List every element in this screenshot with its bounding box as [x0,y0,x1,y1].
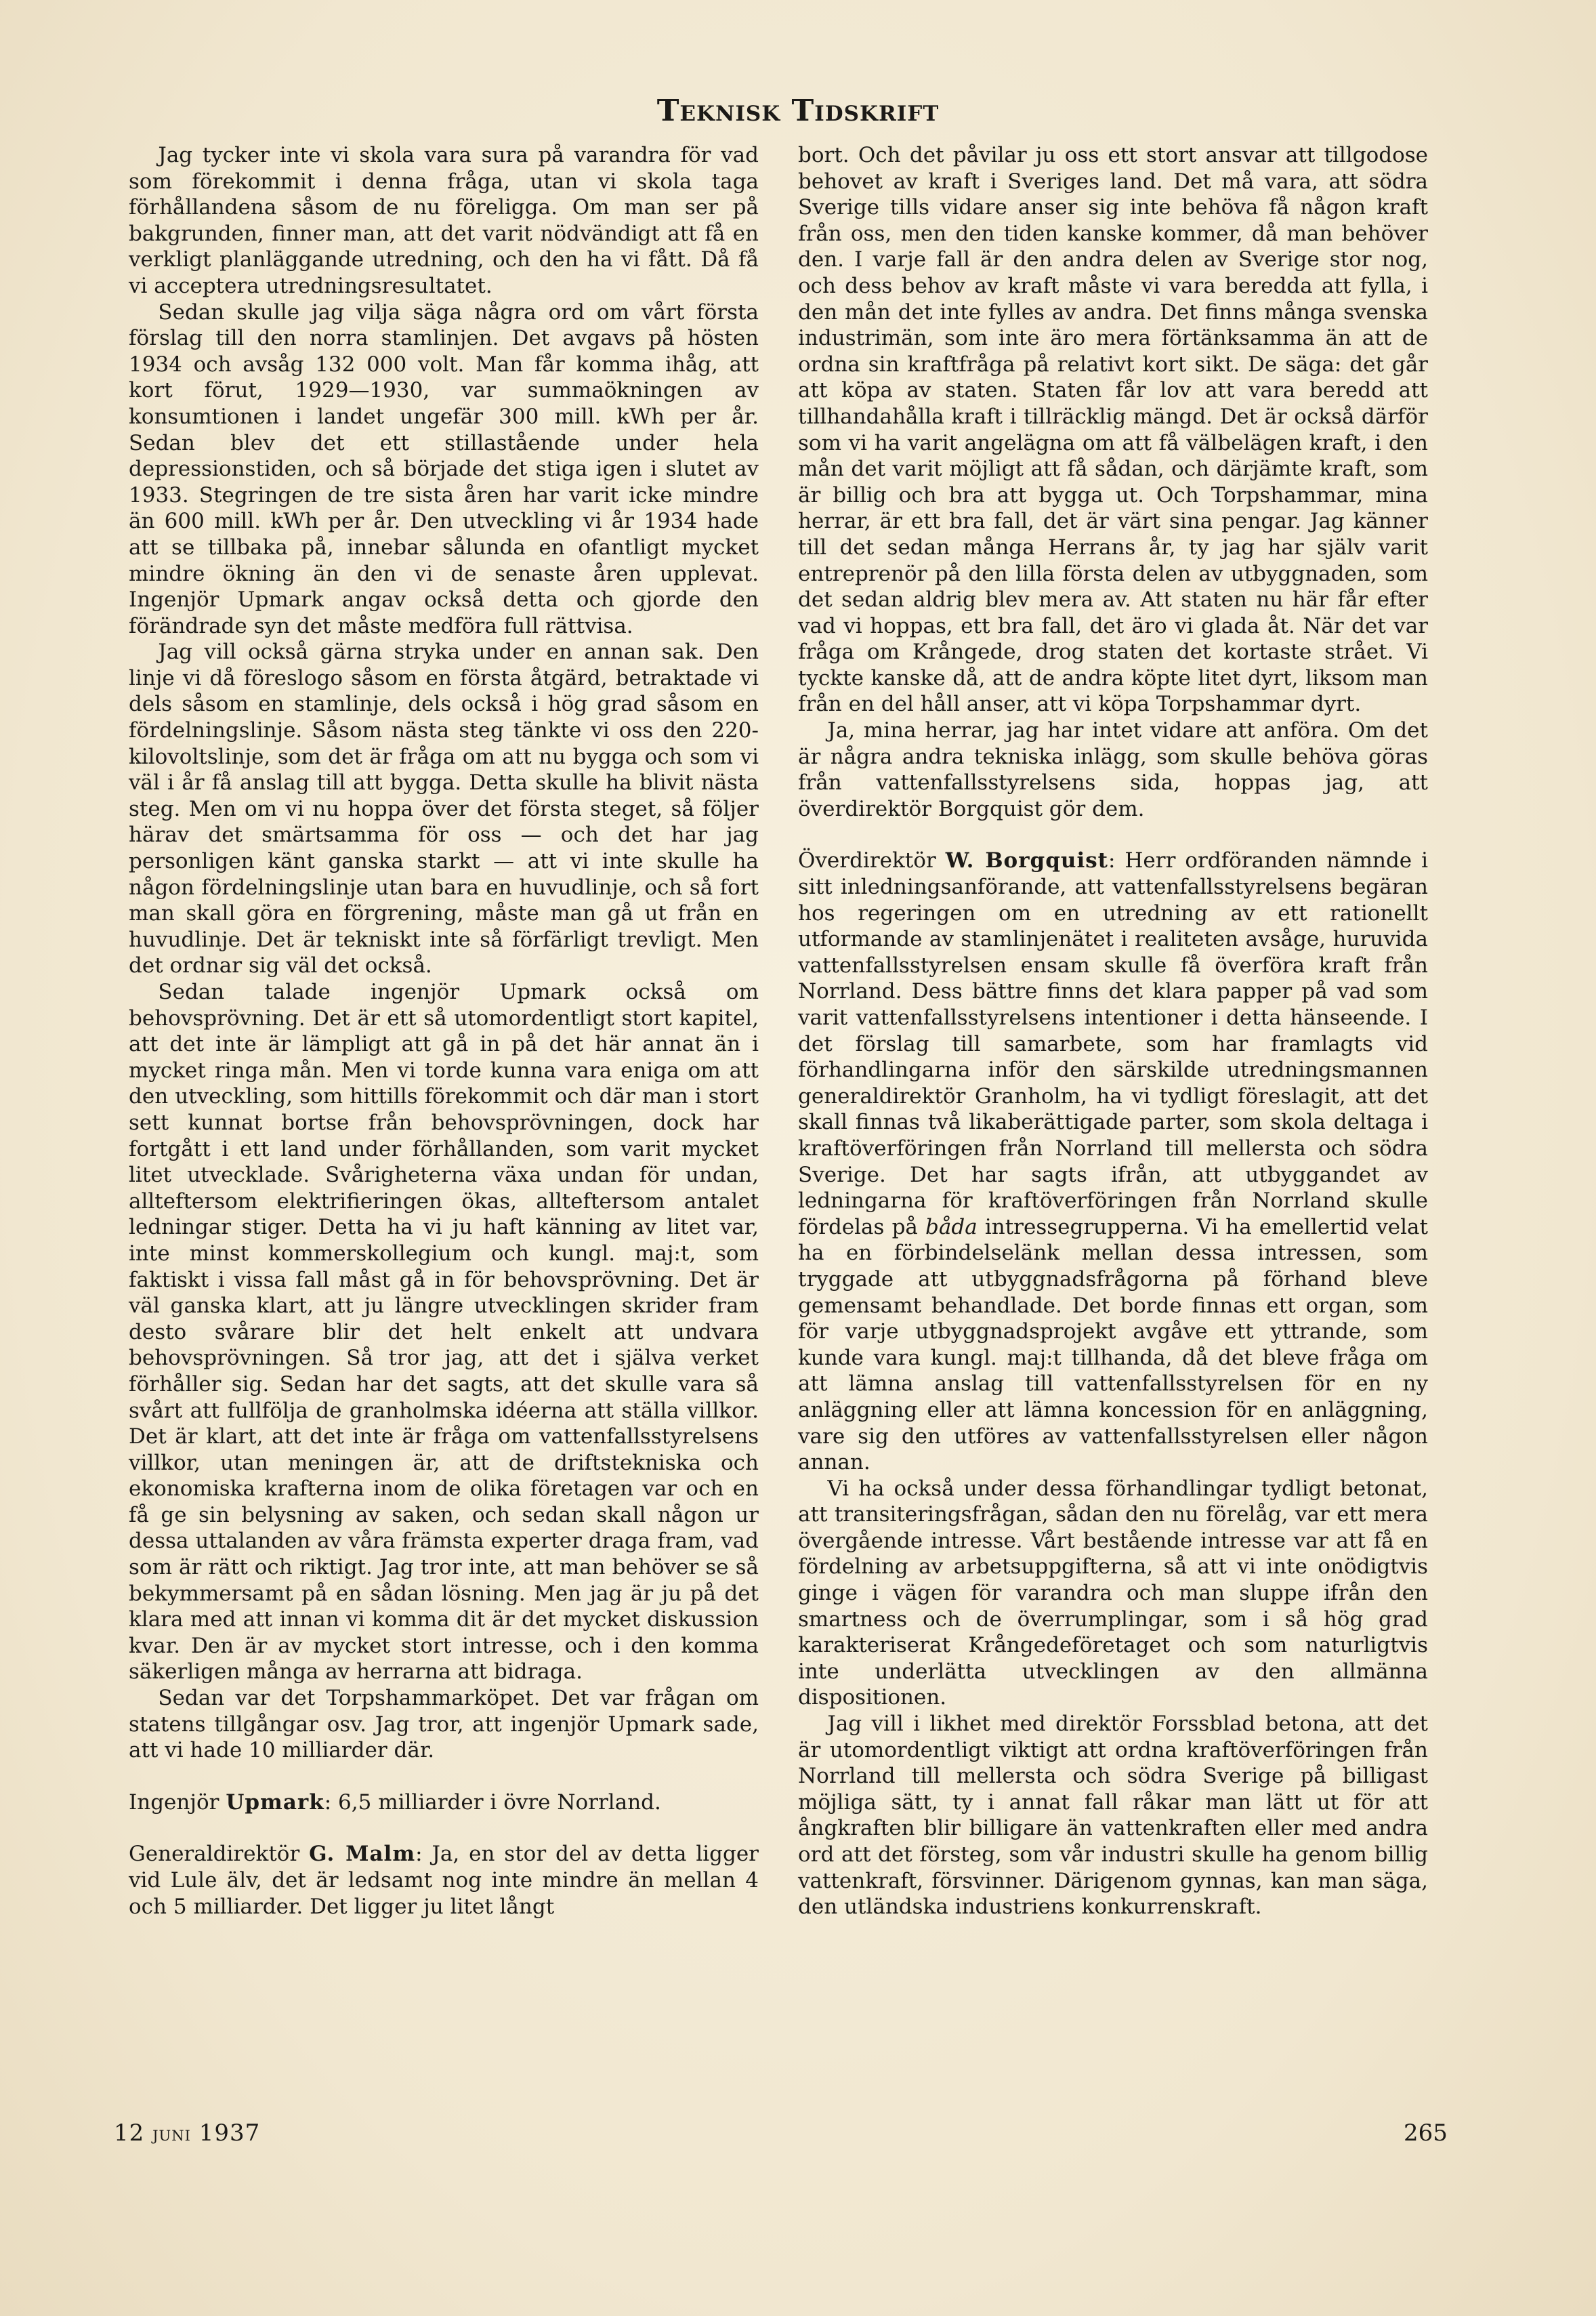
emphasized-word: båda [925,1214,978,1239]
paragraph: Sedan talade ingenjör Upmark också om behovsprövning. Det är ett så utomordentligt stort kapitel, att det inte är lämpligt att gå in på det här annat än i mycket ringa mån. Men vi torde kunna vara eniga om att den utveckling, som hittills förekommit och där man i stort sett kunnat bortse från behovsprövningen, dock har fortgått i ett land under förhållanden, som varit mycket litet utvecklade. Svårigheterna växa undan för undan, allteftersom elektrifieringen ökas, allteftersom antalet ledningar stiger. Detta ha vi ju haft känning av litet var, inte minst kommerskollegium och kungl. maj:t, som faktiskt i vissa fall måst gå in för behovsprövning. Det är väl ganska klart, att ju längre utvecklingen skrider fram desto svårare blir det helt enkelt att undvara behovsprövningen. Så tror jag, att det i själva verket förhåller sig. Sedan har det sagts, att det skulle vara så svårt att fullfölja de granholmska idéerna att ställa villkor. Det är klart, att det inte är fråga om vattenfallsstyrelsens villkor, utan meningen är, att de driftstekniska och ekonomiska krafterna inom de olika företagen var och en få ge sin belysning av saken, och sedan skall någon ur dessa uttalanden av våra främsta experter draga fram, vad som är rätt och riktigt. Jag tror inte, att man behöver se så bekymmersamt på en sådan lösning. Men jag är ju på det klara med att innan vi komma dit är det mycket diskussion kvar. Den är av mycket stort intresse, och i den komma säkerligen många av herrarna att bidraga. [129,980,759,1684]
speaker-title: Ingenjör [129,1790,219,1815]
speaker-paragraph [798,848,1428,1475]
paragraph: Sedan skulle jag vilja säga några ord om vårt första förslag till den norra stamlinjen. Det avgavs på hösten 1934 och avsåg 132 000 volt. Man får komma ihåg, att kort förut, 1929—1930, var summaökningen av konsumtionen i landet ungefär 300 mill. kWh per år. Sedan blev det ett stillastående under hela depressionstiden, och så började det stiga igen i slutet av 1933. Stegringen de tre sista åren har varit icke mindre än 600 mill. kWh per år. Den utveckling vi år 1934 hade att se tillbaka på, innebar sålunda en ofantligt mycket mindre ökning än den vi de senaste åren upplevat. Ingenjör Upmark angav också detta och gjorde den förändrade syn det måste medföra full rättvisa. [129,299,759,638]
speaker-title: Överdirektör [798,848,936,873]
speaker-name: W. Borgquist [945,848,1108,873]
paragraph: Jag vill i likhet med direktör Forssblad betona, att det är utomordentligt viktigt att ordna kraftöverföringen från Norrland till mellersta och södra Sverige på billigast möjliga sätt, ty i annat fall råkar man lätt ut för att ångkraften blir billigare än vattenkraften eller med andra ord att det försteg, som vår industri skulle ha genom billig vattenkraft, försvinner. Därigenom gynnas, kan man säga, den utländska industriens konkurrenskraft. [798,1712,1428,1920]
paragraph: Vi ha också under dessa förhandlingar tydligt betonat, att transiteringsfrågan, sådan den nu förelåg, var ett mera övergående intresse. Vårt bestående intresse var att få en fördelning av arbetsuppgifterna, så att vi inte onödigtvis ginge i vägen för varandra och man sluppe ifrån den smartness och de överrumplingar, som i så hög grad karakteriserat Krångedeföretaget och som naturligtvis inte underlätta utvecklingen av den allmänna dispositionen. [798,1476,1428,1710]
page-number: 265 [1404,2119,1448,2147]
paragraph: Jag vill också gärna stryka under en annan sak. Den linje vi då föreslogo såsom en första åtgärd, betraktade vi dels såsom en stamlinje, dels också i hög grad såsom en fördelningslinje. Såsom nästa steg tänkte vi oss den 220-kilovoltslinje, som det är fråga om att nu bygga och som vi väl i år få anslag till att bygga. Detta skulle ha blivit nästa steg. Men om vi nu hoppa över det första steget, så följer härav det smärtsamma för oss — och det har jag personligen känt ganska starkt — att vi inte skulle ha någon fördelningslinje utan bara en huvudlinje, och så fort man skall göra en förgrening, måste man gå ut från en huvudlinje. Det är tekniskt inte så förfärligt trevligt. Men det ordnar sig väl det också. [129,640,759,978]
speaker-name: Upmark [226,1790,324,1815]
speaker-paragraph [129,1790,759,1816]
speaker-name: G. Malm [309,1842,416,1867]
right-column [798,142,1428,1920]
speech-text: intressegrupperna. Vi ha emellertid velat ha en förbindelselänk mellan dessa intressen, som tryggade att utbyggnadsfrågorna på förhand bleve gemensamt behandlade. Det borde finnas ett organ, som för varje utbyggnadsprojekt avgåve ett yttrande, som kunde vara kungl. maj:t tillhanda, då det bleve fråga om att lämna anslag till vattenfallsstyrelsen för en ny anläggning eller att lämna koncession för en anläggning, vare sig den utföres av vattenfallsstyrelsen eller någon annan. [798,1214,1428,1475]
paragraph: bort. Och det påvilar ju oss ett stort ansvar att tillgodose behovet av kraft i Sveriges land. Det må vara, att södra Sverige tills vidare anser sig inte behöva få någon kraft från oss, men den tiden kanske kommer, då man behöver den. I varje fall är den andra delen av Sverige stor nog, och dess behov av kraft måste vi vara beredda att fylla, i den mån det inte fylles av andra. Det finns många svenska industrimän, som inte äro mera förtänksamma än att de ordna sin kraftfråga på relativt kort sikt. De säga: det går att köpa av staten. Staten får lov att vara beredd att tillhandahålla kraft i tillräcklig mängd. Det är också därför som vi ha varit angelägna om att få välbelägen kraft, i den mån det varit möjligt att få sådan, och därjämte kraft, som är billig och bra att bygga ut. Och Torpshammar, mina herrar, är ett bra fall, det är värt sina pengar. Jag känner till det sedan många Herrans år, ty jag har själv varit entreprenör på den lilla första delen av utbyggnaden, som det sedan aldrig blev mera av. Att staten nu här får efter vad vi hoppas, ett bra fall, det äro vi glada åt. När det var fråga om Krångede, drog staten det kortaste strået. Vi tyckte kanske då, att de andra köpte litet dyrt, liksom man från en del håll anser, att vi köpa Torpshammar dyrt. [798,143,1428,717]
footer-day: 12 [114,2119,145,2147]
speech-text: : Ja, en stor del av detta ligger vid Lule älv, det är ledsamt nog inte mindre än mellan 4 och 5 milliarder. Det ligger ju litet långt [129,1842,759,1919]
footer-date [114,2119,260,2147]
footer-month: juni [152,2122,191,2146]
paragraph: Sedan var det Torpshammarköpet. Det var frågan om statens tillgångar osv. Jag tror, att ingenjör Upmark sade, att vi hade 10 milliarder där. [129,1686,759,1763]
speech-text: : 6,5 milliarder i övre Norrland. [324,1790,661,1815]
speaker-title: Generaldirektör [129,1842,300,1867]
speech-text: : Herr ordföranden nämnde i sitt inledningsanförande, att vattenfallsstyrelsens begäran hos regeringen om en utredning av ett rationellt utformande av stamlinjenätet i realiteten avsåge, huruvida vattenfallsstyrelsen ensam skulle få överföra kraft från Norrland. Dess bättre finns det klara papper på vad som varit vattenfallsstyrelsens intentioner i detta hänseende. I det förslag till samarbete, som har framlagts vid förhandlingarna inför den särskilde utredningsmannen generaldirektör Granholm, ha vi tydligt föreslagit, att det skall finnas två likaberättigade parter, som skola deltaga i kraftöverföringen från Norrland till mellersta och södra Sverige. Det har sagts ifrån, att utbyggandet av ledningarna för kraftöverföringen från Norrland skulle fördelas på [798,848,1428,1239]
speaker-paragraph [129,1841,759,1920]
left-column [129,142,759,1920]
footer-year: 1937 [198,2119,261,2147]
paragraph: Jag tycker inte vi skola vara sura på varandra för vad som förekommit i denna fråga, utan vi skola taga förhållandena såsom de nu föreligga. Om man ser på bakgrunden, finner man, att det varit nödvändigt att få en verkligt planläggande utredning, och den ha vi fått. Då få vi acceptera utredningsresultatet. [129,143,759,298]
running-header: Teknisk Tidskrift [656,94,940,128]
paragraph: Ja, mina herrar, jag har intet vidare att anföra. Om det är några andra tekniska inlägg, som skulle behöva göras från vattenfallsstyrelsens sida, hoppas jag, att överdirektör Borgquist gör dem. [798,718,1428,821]
